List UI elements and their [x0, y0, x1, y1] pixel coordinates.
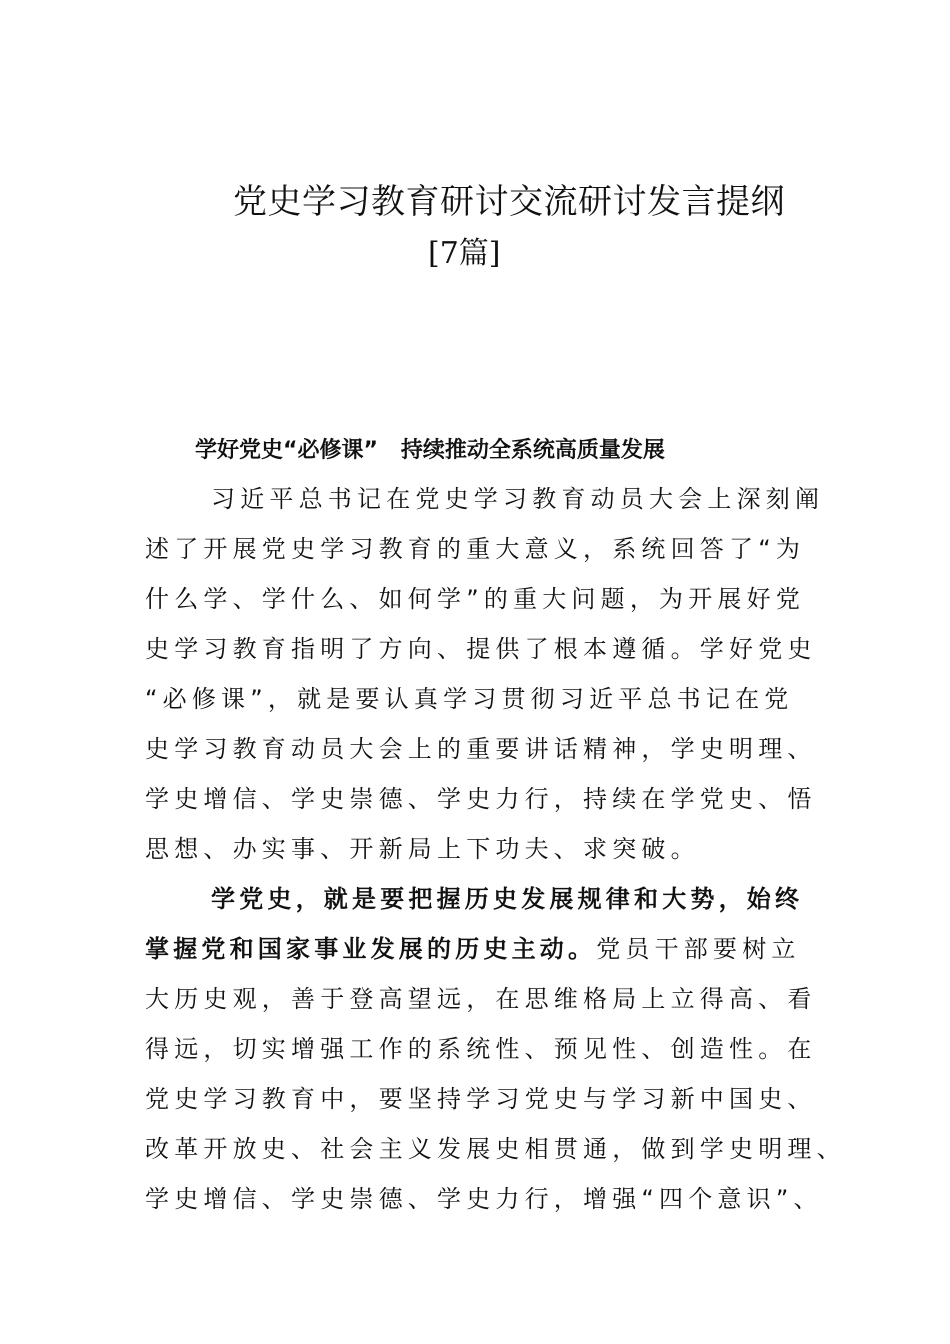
paragraph-2-line: 得远，切实增强工作的系统性、预见性、创造性。在	[145, 1035, 817, 1063]
paragraph-1-line: 述了开展党史学习教育的重大意义，系统回答了“为	[145, 535, 806, 563]
paragraph-1-line: “必修课”，就是要认真学习贯彻习近平总书记在党	[145, 685, 794, 713]
document-title-count: [7篇]	[428, 236, 501, 271]
paragraph-2-line: 大历史观，善于登高望远，在思维格局上立得高、看	[145, 985, 817, 1013]
paragraph-2-line: 学史增信、学史崇德、学史力行，增强“四个意识”、	[145, 1185, 823, 1213]
paragraph-2-line-rest: 党员干部要树立	[596, 935, 801, 963]
paragraph-2-line: 改革开放史、社会主义发展史相贯通，做到学史明理、	[145, 1135, 846, 1163]
paragraph-1-line: 习近平总书记在党史学习教育动员大会上深刻阐	[211, 485, 825, 513]
paragraph-1-line: 什么学、学什么、如何学”的重大问题，为开展好党	[145, 585, 806, 613]
paragraph-1-line: 史学习教育指明了方向、提供了根本遵循。学好党史	[145, 635, 817, 663]
paragraph-2-line	[145, 924, 805, 974]
paragraph-2-lead-sentence: 学党史，就是要把握历史发展规律和大势，始终	[211, 885, 804, 913]
section-heading: 学好党史“必修课” 持续推动全系统高质量发展	[195, 438, 665, 463]
paragraph-1-line: 学史增信、学史崇德、学史力行，持续在学党史、悟	[145, 785, 817, 813]
paragraph-1-line: 思想、办实事、开新局上下功夫、求突破。	[145, 835, 700, 863]
paragraph-2-line: 党史学习教育中，要坚持学习党史与学习新中国史、	[145, 1085, 817, 1113]
paragraph-1	[145, 474, 825, 874]
paragraph-2-lead-sentence-end: 掌握党和国家事业发展的历史主动。	[145, 935, 597, 963]
document-title: 党史学习教育研讨交流研讨发言提纲	[233, 182, 785, 222]
paragraph-1-line: 史学习教育动员大会上的重要讲话精神，学史明理、	[145, 735, 817, 763]
paragraph-2	[145, 874, 846, 1224]
